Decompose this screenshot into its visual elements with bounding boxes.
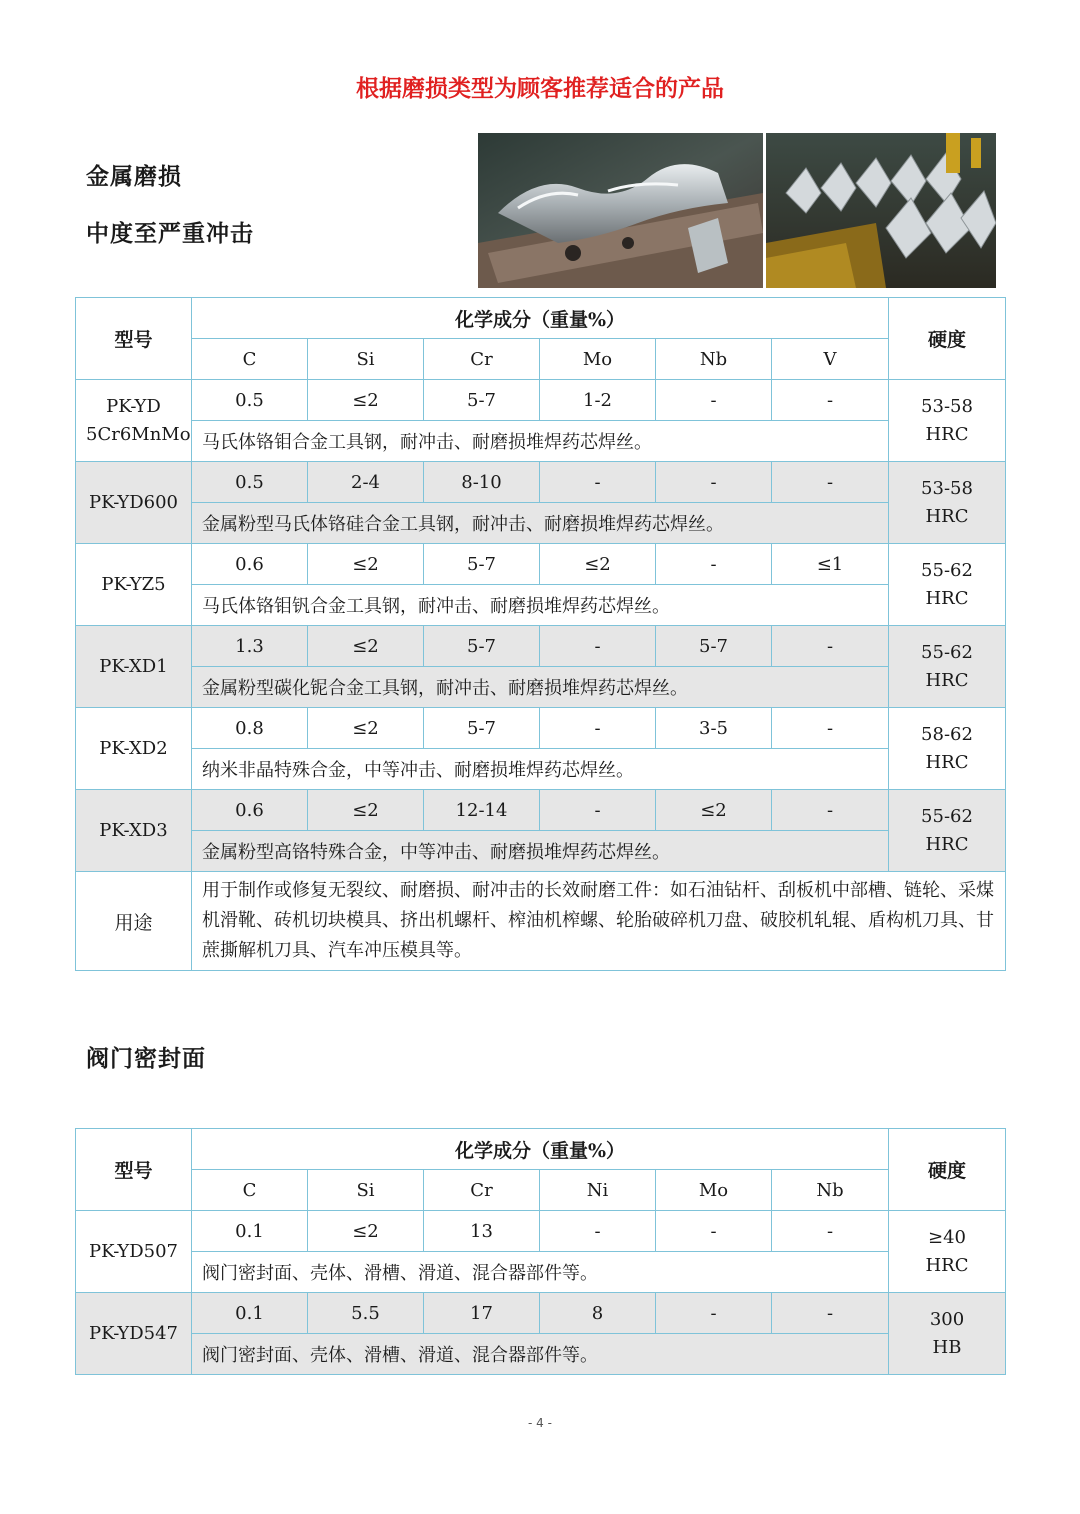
value-cell: -	[772, 626, 889, 667]
hardness-value: 55-62	[921, 805, 973, 827]
hardness-value: ≥40	[928, 1226, 966, 1248]
hardness-cell	[889, 790, 1006, 872]
value-cell: 0.6	[192, 544, 308, 585]
value-cell: -	[540, 790, 656, 831]
model-header: 型号	[76, 1129, 192, 1211]
hardness-value: 53-58	[921, 395, 973, 417]
value-cell: 3-5	[656, 708, 772, 749]
description-cell: 纳米非晶特殊合金，中等冲击、耐磨损堆焊药芯焊丝。	[192, 749, 889, 790]
element-header: Si	[308, 1170, 424, 1211]
hardness-unit: HRC	[925, 751, 969, 773]
model-name: PK-XD1	[99, 655, 168, 677]
hardness-header: 硬度	[889, 1129, 1006, 1211]
description-cell: 金属粉型碳化铌合金工具钢，耐冲击、耐磨损堆焊药芯焊丝。	[192, 667, 889, 708]
hardness-cell	[889, 544, 1006, 626]
table-row	[76, 1293, 1006, 1334]
element-header: Ni	[540, 1170, 656, 1211]
value-cell: ≤2	[308, 544, 424, 585]
value-cell: 17	[424, 1293, 540, 1334]
value-cell: 0.5	[192, 462, 308, 503]
hardness-value: 55-62	[921, 559, 973, 581]
value-cell: -	[656, 462, 772, 503]
model-cell	[76, 708, 192, 790]
model-cell	[76, 380, 192, 462]
description-cell: 马氏体铬钼合金工具钢，耐冲击、耐磨损堆焊药芯焊丝。	[192, 421, 889, 462]
value-cell: 12-14	[424, 790, 540, 831]
element-header: C	[192, 1170, 308, 1211]
hardness-cell	[889, 462, 1006, 544]
chem-header: 化学成分（重量%）	[192, 298, 889, 339]
model-name: PK-XD3	[99, 819, 168, 841]
model-name: PK-YD600	[88, 491, 179, 513]
model-name: PK-YZ5	[101, 573, 166, 595]
description-cell: 阀门密封面、壳体、滑槽、滑道、混合器部件等。	[192, 1252, 889, 1293]
model-cell	[76, 1293, 192, 1375]
hardness-value: 58-62	[921, 723, 973, 745]
value-cell: 2-4	[308, 462, 424, 503]
model-name: PK-YD507	[88, 1240, 179, 1262]
value-cell: -	[656, 544, 772, 585]
value-cell: 5-7	[424, 708, 540, 749]
valve-seal-spec-table	[75, 1128, 1006, 1375]
hardness-value: 53-58	[921, 477, 973, 499]
value-cell: 5-7	[424, 626, 540, 667]
model-name: PK-YD547	[88, 1322, 179, 1344]
value-cell: -	[656, 380, 772, 421]
hardness-header: 硬度	[889, 298, 1006, 380]
value-cell: -	[772, 1211, 889, 1252]
hardness-unit: HRC	[925, 423, 969, 445]
value-cell: -	[540, 708, 656, 749]
description-cell: 阀门密封面、壳体、滑槽、滑道、混合器部件等。	[192, 1334, 889, 1375]
element-header: Si	[308, 339, 424, 380]
value-cell: 0.8	[192, 708, 308, 749]
value-cell: -	[540, 1211, 656, 1252]
value-cell: 0.1	[192, 1211, 308, 1252]
element-header: Mo	[656, 1170, 772, 1211]
value-cell: 0.5	[192, 380, 308, 421]
value-cell: 5-7	[424, 544, 540, 585]
model-cell	[76, 790, 192, 872]
hardness-unit: HRC	[925, 833, 969, 855]
value-cell: 0.1	[192, 1293, 308, 1334]
element-header: C	[192, 339, 308, 380]
table-row	[76, 626, 1006, 667]
usage-label: 用途	[76, 872, 192, 971]
model-cell	[76, 462, 192, 544]
element-header: Cr	[424, 339, 540, 380]
element-header: Nb	[656, 339, 772, 380]
model-name: PK-XD2	[99, 737, 168, 759]
value-cell: -	[772, 708, 889, 749]
hardness-cell	[889, 380, 1006, 462]
hardness-unit: HRC	[925, 1254, 969, 1276]
value-cell: ≤2	[308, 790, 424, 831]
metal-wear-spec-table	[75, 297, 1006, 971]
value-cell: ≤2	[656, 790, 772, 831]
section-label-metal-wear: 金属磨损	[86, 163, 182, 190]
hardness-cell	[889, 626, 1006, 708]
page-number: - 4 -	[528, 1416, 552, 1430]
page-title: 根据磨损类型为顾客推荐适合的产品	[356, 76, 724, 102]
value-cell: ≤2	[540, 544, 656, 585]
hardness-cell	[889, 1293, 1006, 1375]
model-cell	[76, 626, 192, 708]
value-cell: 1.3	[192, 626, 308, 667]
value-cell: 5.5	[308, 1293, 424, 1334]
description-cell: 金属粉型高铬特殊合金，中等冲击、耐磨损堆焊药芯焊丝。	[192, 831, 889, 872]
chem-header: 化学成分（重量%）	[192, 1129, 889, 1170]
element-header: Cr	[424, 1170, 540, 1211]
usage-text: 用于制作或修复无裂纹、耐磨损、耐冲击的长效耐磨工件：如石油钻杆、刮板机中部槽、链轮、采煤机滑靴、砖机切块模具、挤出机螺杆、榨油机榨螺、轮胎破碎机刀盘、破胶机轧辊、盾构机刀具、甘蔗撕解机刀具、汽车冲压模具等。	[192, 872, 1006, 971]
value-cell: 5-7	[424, 380, 540, 421]
value-cell: 5-7	[656, 626, 772, 667]
value-cell: ≤2	[308, 626, 424, 667]
value-cell: 1-2	[540, 380, 656, 421]
value-cell: 13	[424, 1211, 540, 1252]
hardness-value: 55-62	[921, 641, 973, 663]
value-cell: -	[656, 1211, 772, 1252]
table-row	[76, 708, 1006, 749]
hardness-unit: HRC	[925, 587, 969, 609]
hardness-unit: HB	[932, 1336, 962, 1358]
element-header: V	[772, 339, 889, 380]
element-header: Nb	[772, 1170, 889, 1211]
value-cell: 8-10	[424, 462, 540, 503]
table-row	[76, 1211, 1006, 1252]
table-row	[76, 790, 1006, 831]
value-cell: ≤2	[308, 380, 424, 421]
value-cell: ≤2	[308, 708, 424, 749]
table-row	[76, 544, 1006, 585]
value-cell: ≤2	[308, 1211, 424, 1252]
model-cell	[76, 1211, 192, 1293]
hardness-cell	[889, 1211, 1006, 1293]
value-cell: -	[656, 1293, 772, 1334]
element-header: Mo	[540, 339, 656, 380]
table-row	[76, 462, 1006, 503]
table-row	[76, 380, 1006, 421]
hardness-unit: HRC	[925, 669, 969, 691]
value-cell: 8	[540, 1293, 656, 1334]
value-cell: -	[540, 462, 656, 503]
model-grade: 5Cr6MnMo	[86, 423, 191, 445]
value-cell: 0.6	[192, 790, 308, 831]
description-cell: 金属粉型马氏体铬硅合金工具钢，耐冲击、耐磨损堆焊药芯焊丝。	[192, 503, 889, 544]
value-cell: -	[772, 790, 889, 831]
hardness-unit: HRC	[925, 505, 969, 527]
value-cell: ≤1	[772, 544, 889, 585]
value-cell: -	[772, 380, 889, 421]
description-cell: 马氏体铬钼钒合金工具钢，耐冲击、耐磨损堆焊药芯焊丝。	[192, 585, 889, 626]
value-cell: -	[772, 1293, 889, 1334]
model-cell	[76, 544, 192, 626]
usage-row	[76, 872, 1006, 971]
model-name: PK-YD	[106, 395, 161, 417]
value-cell: -	[540, 626, 656, 667]
section-label-valve-seal: 阀门密封面	[86, 1045, 206, 1072]
value-cell: -	[772, 462, 889, 503]
hardfacing-photo-1	[478, 133, 763, 288]
model-header: 型号	[76, 298, 192, 380]
section-label-impact: 中度至严重冲击	[86, 220, 254, 247]
hardfacing-photo-2	[766, 133, 996, 288]
hardness-value: 300	[929, 1308, 965, 1330]
hardness-cell	[889, 708, 1006, 790]
